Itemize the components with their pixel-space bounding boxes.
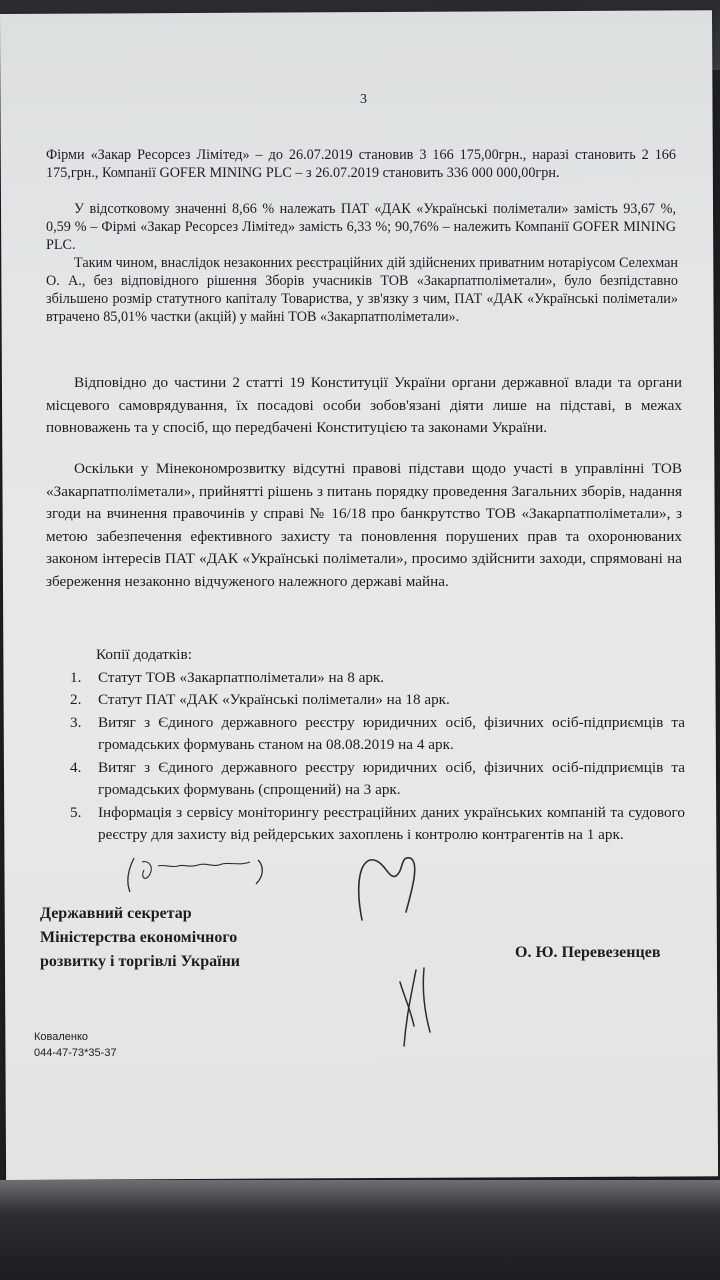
paragraph-5: Оскільки у Мінекономрозвитку відсутні правові підстави щодо участі в управлінні ТОВ «Закарпатполіметали», прийнятті рішень з питань порядку проведення Загальних зборів, надання згоди на вчинення правочинів у справі № 16/18 про банкрутство ТОВ «Закарпатполіметали», з метою забезпечення ефективного захисту та поновлення порушених прав та охоронюваних законом інтересів ПАТ «ДАК «Українські поліметали», просимо здійснити заходи, спрямовані на збереження незаконно відчуженого належного державі майна.: [46, 460, 682, 590]
attachments-list: [60, 644, 685, 847]
page-number: 3: [360, 92, 367, 107]
paragraph-2: У відсотковому значенні 8,66 % належать ПАТ «ДАК «Українські поліметали» замість 93,67 %, 0,59 % – Фірмі «Закар Ресорсез Лімітед» замість 6,33 %; 90,76% – належить Компанії GOFER MINING PLC.: [46, 201, 676, 253]
executor-name: Коваленко: [34, 1031, 89, 1043]
attachment-number: 3.: [70, 713, 82, 731]
position-line: розвитку і торгівлі України: [40, 953, 241, 970]
attachment-item: [60, 712, 685, 757]
paragraph-4: Відповідно до частини 2 статті 19 Конституції України органи державної влади та органи місцевого самоврядування, їх посадові особи зобов'язані діяти лише на підставі, в межах повноважень та у спосіб, що передбачені Конституцією та законами України.: [46, 374, 682, 436]
paragraph-1: Фірми «Закар Ресорсез Лімітед» – до 26.07.2019 становив 3 166 175,00грн., наразі становить 2 166 175,грн., Компанії GOFER MINING PLC – з 26.07.2019 становить 336 000 000,00грн.: [46, 147, 676, 181]
signatory-position: [40, 902, 240, 974]
signatory-name: О. Ю. Перевезенцев: [515, 944, 661, 961]
executor-info: [34, 1029, 117, 1061]
attachment-item: [60, 757, 685, 802]
attachment-number: 2.: [70, 691, 82, 708]
attachment-item: [60, 667, 685, 690]
attachment-item: [60, 802, 685, 847]
attachment-number: 4.: [70, 758, 82, 776]
attachment-text: Статут ТОВ «Закарпатполіметали» на 8 арк.: [98, 668, 385, 686]
attachment-number: 5.: [70, 803, 82, 821]
paragraph-3: Таким чином, внаслідок незаконних реєстраційних дій здійснених приватним нотаріусом Селехман О. А., без відповідного рішення Зборів учасників ТОВ «Закарпатполіметали», було безпідставно збільшено розмір статутного капіталу Товариства, у зв'язку з чим, ПАТ «ДАК «Українські поліметали» втрачено 85,01% частки (акцій) у майні ТОВ «Закарпатполіметали».: [46, 255, 678, 325]
attachments-title: Копії додатків:: [96, 646, 192, 663]
executor-phone: 044-47-73*35-37: [34, 1047, 117, 1059]
attachment-number: 1.: [70, 668, 82, 686]
attachment-text: Статут ПАТ «ДАК «Українські поліметали» на 18 арк.: [98, 691, 450, 708]
position-line: Державний секретар: [40, 905, 192, 922]
position-line: Міністерства економічного: [40, 929, 238, 946]
table-surface: [0, 1180, 720, 1280]
signature: [340, 850, 450, 1050]
attachment-item: [60, 689, 685, 712]
attachment-text: Інформація з сервісу моніторингу реєстраційних даних українських компаній та судового реєстру для захисту від рейдерських захоплень і контролю контрагентів на 1 арк.: [98, 803, 685, 843]
attachment-text: Витяг з Єдиного державного реєстру юридичних осіб, фізичних осіб-підприємців та громадських формувань станом на 08.08.2019 на 4 арк.: [98, 713, 685, 753]
handwritten-mark: [118, 852, 278, 898]
attachment-text: Витяг з Єдиного державного реєстру юридичних осіб, фізичних осіб-підприємців та громадських формувань (спрощений) на 3 арк.: [98, 758, 685, 798]
